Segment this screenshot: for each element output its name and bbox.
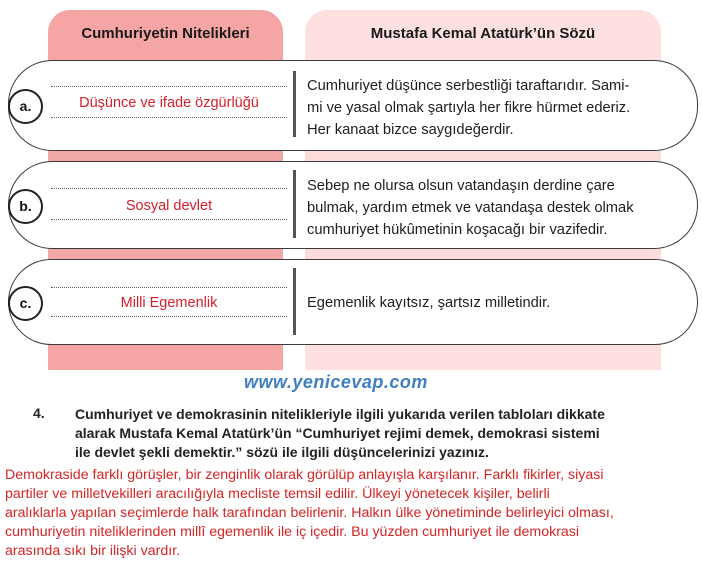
row-divider [293,268,296,335]
dotted-line [51,188,287,189]
answer-paragraph [5,466,699,561]
answer-line: arasında sıkı bir ilişki vardır. [5,543,181,559]
header-left-title: Cumhuriyetin Nitelikleri [81,25,250,42]
row-letter-b: b. [8,189,43,224]
quote-line: cumhuriyet hükûmetinin koşacağı bir vazifedir. [307,222,608,238]
dotted-line [51,287,287,288]
row-divider [293,170,296,238]
question-line: alarak Mustafa Kemal Atatürk’ün “Cumhuriyet rejimi demek, demokrasi sistemi [75,425,600,441]
quote-line: Egemenlik kayıtsız, şartsız milletindir. [307,295,551,311]
question-number: 4. [33,405,45,421]
quote-b [307,175,667,241]
dotted-line [51,219,287,220]
answer-line: partiler ve milletvekilleri aracılığıyla mecliste temsil edilir. Ülkeyi yönetecek kişiler, belirli [5,486,550,502]
quote-line: Her kanaat bizce saygıdeğerdir. [307,122,514,138]
quote-line: Cumhuriyet düşünce serbestliği taraftarıdır. Sami- [307,78,630,94]
row-letter-a: a. [8,89,43,124]
answer-text-b: Sosyal devlet [125,198,213,214]
answer-line: aralıklarla yapılan seçimlerde halk tarafından belirlenir. Halkın ülke yönetiminde belirleyici olması, [5,505,614,521]
answer-text-a: Düşünce ve ifade özgürlüğü [79,95,259,111]
question-text [75,405,695,462]
quote-line: mi ve yasal olmak şartıyla her fikre hürmet ederiz. [307,100,631,116]
question-line: ile devlet şekli demektir.” sözü ile ilgili düşüncelerinizi yazınız. [75,444,489,460]
answer-line: Demokraside farklı görüşler, bir zenginlik olarak görülüp anlayışla karşılanır. Farklı fikirler, siyasi [5,467,604,483]
table-row-c [8,259,698,345]
quote-c [307,292,667,314]
quote-a [307,75,667,141]
dotted-line [51,117,287,118]
dotted-line [51,316,287,317]
site-watermark: www.yenicevap.com [244,372,428,392]
row-letter-c: c. [8,286,43,321]
table-row-b [8,161,698,249]
answer-line: cumhuriyetin niteliklerinden millî egemenlik ile iç içedir. Bu yüzden cumhuriyet ile demokrasi [5,524,580,540]
answer-text-c: Milli Egemenlik [120,295,218,311]
table-band [48,151,661,161]
table-band [48,249,661,259]
quote-line: bulmak, yardım etmek ve vatandaşa destek olmak [307,200,634,216]
quote-line: Sebep ne olursa olsun vatandaşın derdine çare [307,178,615,194]
row-divider [293,71,296,137]
table-row-a [8,60,698,151]
header-right-title: Mustafa Kemal Atatürk’ün Sözü [370,25,596,42]
question-line: Cumhuriyet ve demokrasinin nitelikleriyle ilgili yukarıda verilen tabloları dikkate [75,406,605,422]
dotted-line [51,86,287,87]
